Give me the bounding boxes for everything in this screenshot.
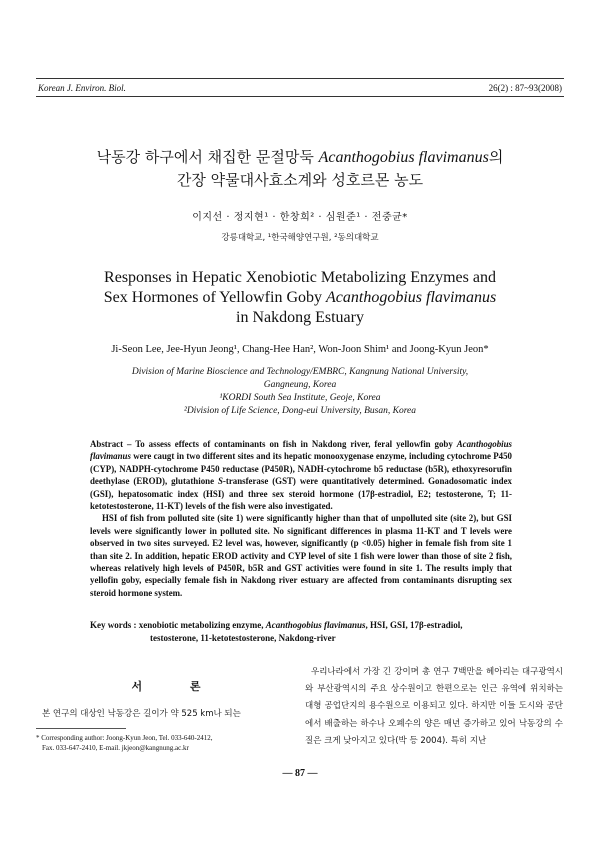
- section-heading-introduction: 서 론: [131, 680, 223, 693]
- english-title-species: Acanthogobius flavimanus: [326, 289, 497, 306]
- abstract-paragraph-2: HSI of fish from polluted site (site 1) were significantly higher than that of unpolluted site (site 2), but GSI levels were significantly lower in polluted site. No significant differences in plasma 11-KT and T levels were observed in two sites surveyed. E2 level was, however, significantly (p <0.05) higher in female fish from site 1 than site 2. In addition, hepatic EROD activity and CYP level of site 1 fish were lower than those of site 2 fish, whereas relatively high levels of P450R, b5R and GST activities were found in site 1. The results imply that yellofin goby, especially female fish in Nakdong river estuary are affected from contaminants disrupting sex steroid hormone system.: [90, 513, 512, 598]
- intro-text-left: 본 연구의 대상인 낙동강은 길이가 약 525 km나 되는: [42, 709, 241, 719]
- running-head: [36, 80, 564, 96]
- keywords-text: , HSI, GSI, 17β-estradiol,: [365, 620, 463, 630]
- keywords: [90, 619, 512, 644]
- footnote-line: Fax. 033-647-2410, E-mail. jkjeon@kangnung.ac.kr: [42, 744, 189, 752]
- affiliation-line: ²Division of Life Science, Dong-eui University, Busan, Korea: [183, 406, 417, 416]
- korean-authors: 이지선 · 정지현¹ · 한창희² · 심원준¹ · 전중균*: [192, 212, 408, 223]
- left-column: [36, 660, 296, 753]
- affiliation-line: ¹KORDI South Sea Institute, Geoje, Korea: [219, 393, 381, 403]
- korean-title-species: Acanthogobius flavimanus: [318, 149, 489, 166]
- keywords-line2: testosterone, 11-ketotestosterone, Nakdong-river: [150, 632, 336, 643]
- abstract-text: -transferase (GST) were quantitatively determined. Gonadosomatic index (GSI), hepatosomatic index (HSI) and three sex steroid hormone (17β-estradiol, E2; testosterone, T; 11-ketotestosterone, 11-KT) levels of the fish were also investigated.: [90, 476, 512, 512]
- affiliation-line: Division of Marine Bioscience and Technology/EMBRC, Kangnung National University,: [131, 367, 469, 377]
- journal-name: Korean J. Environ. Biol.: [38, 83, 126, 93]
- abstract-text: were caugt in two different sites and its hepatic monooxygenase enzyme, including cytochrome P450 (CYP), NADPH-cytochrome P450 reductase (P450R), NADH-cytochrome b5 reductase (b5R), ethoxyresorufin deethylase (EROD), glutathione: [90, 451, 512, 487]
- header-rule-top: [36, 78, 564, 79]
- intro-text-right: 우리나라에서 가장 긴 강이며 총 연구 7백만을 헤아리는 대구광역시와 부산광역시의 주요 상수원이고 한편으로는 인근 유역에 위치하는 대형 공업단지의 용수원으로 이용되고 있다. 하지만 이들 도시와 공단에서 배출하는 하수나 오폐수의 양은 매년 증가하고 있어 낙동강의 수질은 크게 낮아지고 있다(박 등 2004). 특히 지난: [305, 667, 563, 746]
- keywords-text: xenobiotic metabolizing enzyme,: [138, 620, 266, 630]
- affiliation-line: Gangneung, Korea: [263, 380, 337, 390]
- issue-info: 26(2) : 87~93(2008): [488, 83, 562, 93]
- korean-title-line1: 낙동강 하구에서 채집한 문절망둑: [96, 148, 319, 166]
- english-title-line1: Responses in Hepatic Xenobiotic Metabolizing Enzymes and: [104, 269, 496, 286]
- right-column: [305, 664, 563, 750]
- korean-affiliations: 강릉대학교, ¹한국해양연구원, ²동의대학교: [221, 233, 379, 243]
- abstract-species: Acanthogobius flavimanus: [90, 439, 512, 462]
- korean-title-line2: 간장 약물대사효소계와 성호르몬 농도: [176, 171, 424, 189]
- keywords-label: Key words :: [90, 620, 139, 630]
- korean-title-suffix: 의: [488, 148, 504, 166]
- english-affiliations: [60, 366, 540, 418]
- abstract-italic-s: S: [217, 476, 223, 487]
- english-title: [40, 268, 560, 328]
- abstract-text: Abstract – To assess effects of contaminants on fish in Nakdong river, feral yellowfin goby: [90, 439, 457, 449]
- abstract-paragraph-1: [90, 438, 512, 512]
- page-number: — 87 —: [282, 768, 318, 779]
- korean-title: [40, 146, 560, 191]
- footnote-rule: [36, 728, 126, 729]
- english-title-line2: Sex Hormones of Yellowfin Goby: [103, 289, 326, 306]
- english-title-line3: in Nakdong Estuary: [236, 309, 364, 326]
- header-rule-bottom: [36, 96, 564, 97]
- corresponding-author-footnote: [36, 733, 296, 753]
- english-authors: Ji-Seon Lee, Jee-Hyun Jeong¹, Chang-Hee Han², Won-Joon Shim¹ and Joong-Kyun Jeon*: [111, 344, 489, 355]
- footnote-line: * Corresponding author: Joong-Kyun Jeon, Tel. 033-640-2412,: [36, 734, 213, 742]
- keywords-species: Acanthogobius flavimanus: [265, 620, 366, 630]
- abstract: [90, 438, 512, 599]
